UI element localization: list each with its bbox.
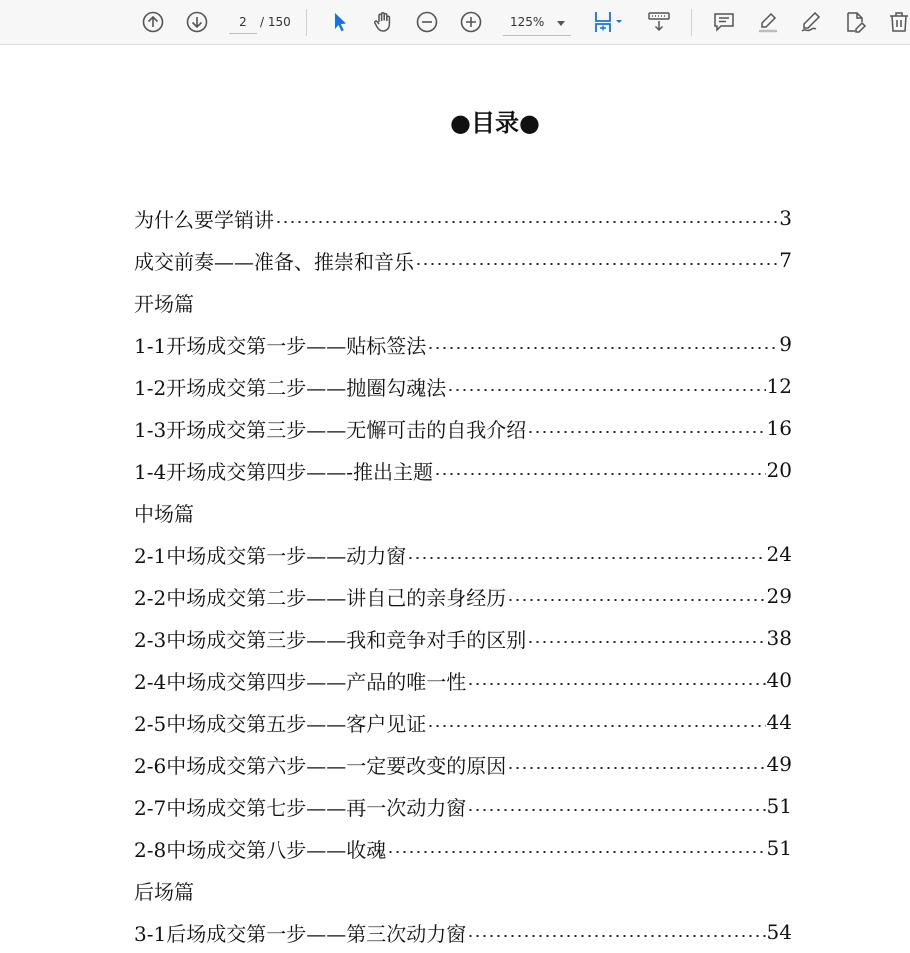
toc-entry-title: 成交前奏——准备、推崇和音乐 <box>134 249 414 274</box>
draw-icon[interactable] <box>797 8 825 36</box>
dot-leader <box>275 221 778 223</box>
dot-leader <box>527 641 765 643</box>
toc-entry[interactable] <box>134 701 792 743</box>
dot-leader <box>467 683 765 685</box>
toc-entry[interactable] <box>134 533 792 575</box>
toc-entry-title: 3-1后场成交第一步——第三次动力窗 <box>134 921 467 946</box>
zoom-value: 125% <box>510 15 545 29</box>
toc-entry[interactable] <box>134 785 792 827</box>
toc-entry-title: 2-7中场成交第七步——再一次动力窗 <box>134 795 467 820</box>
dot-leader <box>507 599 765 601</box>
dot-leader <box>467 935 765 937</box>
toc-entry[interactable] <box>134 407 792 449</box>
dot-leader <box>467 809 765 811</box>
table-of-contents <box>134 197 792 953</box>
toc-entry[interactable] <box>134 575 792 617</box>
arrow-down-circle-icon[interactable] <box>183 8 211 36</box>
toc-entry-title: 2-3中场成交第三步——我和竞争对手的区别 <box>134 627 527 652</box>
toolbar-divider <box>691 9 692 36</box>
dot-leader <box>407 557 765 559</box>
dot-leader <box>387 851 765 853</box>
toc-entry-title: 2-8中场成交第八步——收魂 <box>134 837 387 862</box>
toc-entry-page: 49 <box>766 752 792 776</box>
toc-entry[interactable] <box>134 323 792 365</box>
toc-entry-page: 12 <box>766 374 792 398</box>
toc-entry-title: 1-3开场成交第三步——无懈可击的自我介绍 <box>134 417 527 442</box>
comment-icon[interactable] <box>710 8 738 36</box>
edit-pdf-icon[interactable] <box>841 8 869 36</box>
zoom-select[interactable] <box>503 11 571 36</box>
toc-entry-page: 29 <box>766 584 792 608</box>
toc-entry-title: 1-4开场成交第四步——-推出主题 <box>134 459 433 484</box>
toc-entry-page: 38 <box>766 626 792 650</box>
toc-entry-title: 1-2开场成交第二步——抛圈勾魂法 <box>134 375 447 400</box>
toc-entry-page: 40 <box>766 668 792 692</box>
toc-entry[interactable] <box>134 743 792 785</box>
toc-entry-title: 2-2中场成交第二步——讲自己的亲身经历 <box>134 585 507 610</box>
dot-leader <box>427 725 765 727</box>
toolbar-divider <box>306 9 307 36</box>
toc-entry-page: 51 <box>766 836 792 860</box>
delete-icon[interactable] <box>885 8 910 36</box>
dot-leader <box>447 389 765 391</box>
zoom-out-icon[interactable] <box>413 8 441 36</box>
toc-entry-title: 2-5中场成交第五步——客户见证 <box>134 711 427 736</box>
dot-leader <box>434 473 766 475</box>
document-page <box>0 46 910 946</box>
chevron-down-icon <box>557 21 565 26</box>
dot-leader <box>507 767 765 769</box>
toc-entry-page: 9 <box>779 332 792 356</box>
toc-entry-title: 中场篇 <box>134 501 194 526</box>
toc-section-heading <box>134 491 792 533</box>
scroll-mode-icon[interactable] <box>645 8 673 36</box>
cursor-icon[interactable] <box>326 8 354 36</box>
toc-section-heading <box>134 281 792 323</box>
toc-entry[interactable] <box>134 617 792 659</box>
zoom-in-icon[interactable] <box>457 8 485 36</box>
page-number-input[interactable] <box>229 11 257 34</box>
toc-entry-page: 3 <box>779 206 792 230</box>
dot-leader <box>427 347 778 349</box>
toc-entry-title: 2-4中场成交第四步——产品的唯一性 <box>134 669 467 694</box>
toc-entry-page: 16 <box>766 416 792 440</box>
toc-entry[interactable] <box>134 449 792 491</box>
toc-entry-page: 44 <box>766 710 792 734</box>
toc-entry-title: 开场篇 <box>134 291 194 316</box>
toc-entry-title: 后场篇 <box>134 879 194 904</box>
toc-entry-page: 24 <box>766 542 792 566</box>
toc-entry-page: 54 <box>766 920 792 944</box>
page-title: ●目录● <box>450 109 540 137</box>
page-total: / 150 <box>260 15 291 29</box>
arrow-up-circle-icon[interactable] <box>139 8 167 36</box>
toc-entry-title: 2-6中场成交第六步——一定要改变的原因 <box>134 753 507 778</box>
toc-entry[interactable] <box>134 827 792 869</box>
toc-entry-title: 2-1中场成交第一步——动力窗 <box>134 543 407 568</box>
toc-entry[interactable] <box>134 365 792 407</box>
toc-entry-title: 1-1开场成交第一步——贴标签法 <box>134 333 427 358</box>
dot-leader <box>415 263 778 265</box>
toc-entry-page: 20 <box>766 458 792 482</box>
dot-leader <box>527 431 765 433</box>
fit-page-icon[interactable] <box>590 8 626 36</box>
toc-entry-title: 为什么要学销讲 <box>134 207 274 232</box>
toc-entry[interactable] <box>134 197 792 239</box>
hand-icon[interactable] <box>369 8 397 36</box>
toc-entry[interactable] <box>134 659 792 701</box>
highlight-icon[interactable] <box>754 8 782 36</box>
toc-entry-page: 7 <box>779 248 792 272</box>
toc-entry-page: 51 <box>766 794 792 818</box>
toc-entry[interactable] <box>134 239 792 281</box>
pdf-toolbar <box>0 0 910 45</box>
toc-entry[interactable] <box>134 911 792 953</box>
toc-section-heading <box>134 869 792 911</box>
